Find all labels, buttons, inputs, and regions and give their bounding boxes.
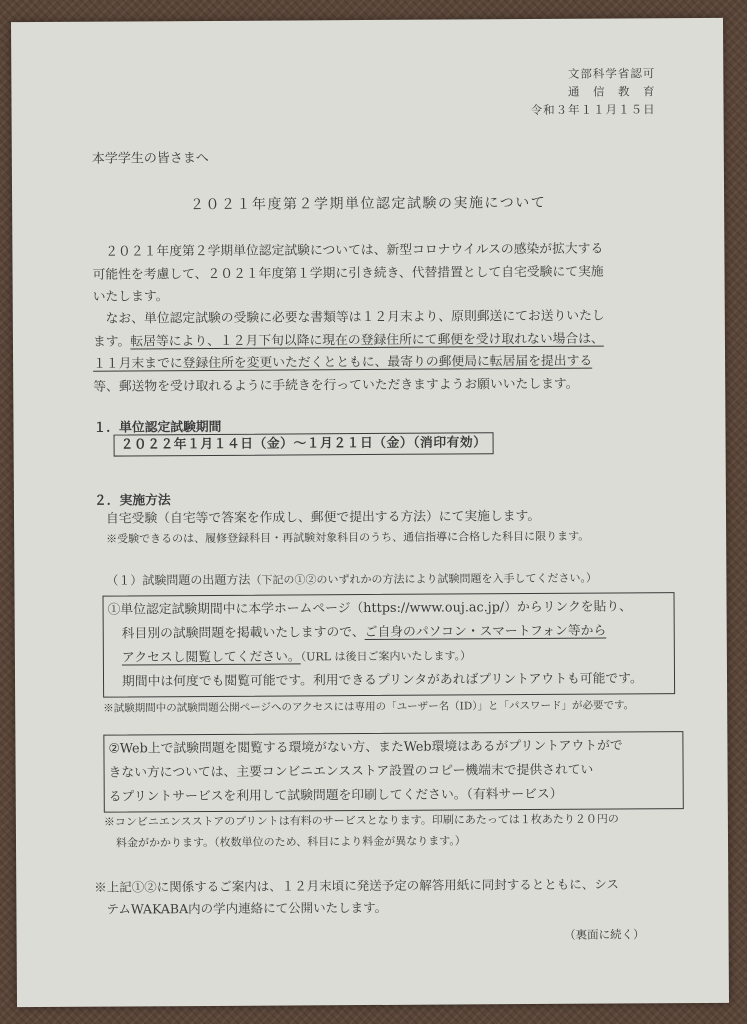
issuer-block [530, 64, 655, 119]
continued-label: （裏面に続く） [564, 927, 645, 942]
box-line: きない方については、主要コンビニエンスストア設置のコピー機端末で提供されてい [108, 762, 594, 781]
note-line: ※上記①②に関係するご案内は、１２月末頃に発送予定の解答用紙に同封するとともに、シス [94, 876, 619, 895]
box-line: ②Web上で試験問題を閲覧する環境がない方、またWeb環境はあるがプリントアウトがで [108, 738, 623, 757]
box-line: ①単位認定試験期間中に本学ホームページ（https://www.ouj.ac.jp/）からリンクを貼り、 [107, 599, 632, 618]
url-note: （URL は後日ご案内いたします。） [300, 649, 472, 664]
exam-period-box: ２０２２年１月１４日（金）～１月２１日（金）（消印有効） [114, 432, 494, 456]
note-line: 料金がかかります。（枚数単位のため、科目により料金が異なります。） [115, 834, 466, 850]
eligibility-note: ※受験できるのは、履修登録科目・再試験対象科目のうち、通信指導に合格した科目に限ります。 [106, 529, 590, 546]
subsection-1-heading [106, 569, 597, 589]
option-1-box [103, 592, 676, 697]
subsection-paren: （下記の①②のいずれかの方法により試験問題を入手してください。） [250, 571, 597, 587]
section-2-heading: ２．実施方法 [93, 493, 171, 509]
option-2-box [103, 731, 683, 813]
underlined-text: ご自身のパソコン・スマートフォン等から [364, 623, 607, 641]
document-page [11, 18, 729, 1007]
intro-line [93, 328, 683, 354]
intro-paragraph-1 [92, 238, 682, 309]
print-fee-note [104, 808, 619, 853]
box-line: るプリントサービスを利用して試験問題を印刷してください。（有料サービス） [108, 786, 563, 805]
underlined-line: １１月末までに登録住所を変更いただくとともに、最寄りの郵便局に転居届を提出する [93, 353, 593, 372]
box-text: 科目別の試験問題を掲載いたしますので、 [121, 625, 365, 642]
note-line: テムWAKABA内の学内連絡にて公開いたします。 [106, 899, 388, 917]
login-note: ※試験期間中の試験問題公開ページへのアクセスには専用の「ユーザー名（ID）」と「パスワード」が必要です。 [103, 699, 635, 715]
box-line [108, 619, 670, 646]
intro-line: いたします。 [92, 289, 169, 305]
intro-line: 可能性を考慮して、２０２１年度第１学期に引き続き、代替措置として自宅受験にて実施 [92, 264, 604, 283]
document-title: ２０２１年度第２学期単位認定試験の実施について [189, 194, 547, 214]
box-line [108, 643, 670, 670]
intro-line: なお、単位認定試験の受験に必要な書類等は１２月末より、原則郵送にてお送りいたし [92, 308, 605, 327]
addressee: 本学学生の皆さまへ [91, 150, 209, 167]
underlined-text: アクセスし閲覧してください。 [121, 649, 301, 666]
intro-paragraph-2 [93, 305, 684, 399]
intro-text: ます。 [92, 333, 131, 350]
box-line: 期間中は何度でも閲覧可能です。利用できるプリンタがあればプリントアウトも可能です。 [121, 671, 643, 690]
section-1-heading: １．単位認定試験期間 [93, 419, 222, 436]
issue-date: 令和３年１１月１５日 [530, 102, 656, 118]
method-text: 自宅受験（自宅等で答案を作成し、郵便で提出する方法）にて実施します。 [105, 508, 541, 527]
issuer-line-2: 通 信 教 育 [567, 84, 656, 99]
footer-note [94, 873, 619, 920]
issuer-line-1: 文部科学省認可 [567, 66, 656, 81]
underlined-text: 転居等により、１２月下旬以降に現在の登録住所にて郵便を受け取れない場合は、 [130, 331, 604, 349]
intro-line: 等、郵送物を受け取れるように手続きを行っていただきますようお願いいたします。 [93, 376, 579, 395]
note-line: ※コンビニエンスストアのプリントは有料のサービスとなります。印刷にあたっては１枚あたり２０円の [103, 812, 619, 829]
intro-line: ２０２１年度第２学期単位認定試験については、新型コロナウイルスの感染が拡大する [92, 241, 604, 260]
subsection-label: （１）試験問題の出題方法 [106, 572, 251, 588]
